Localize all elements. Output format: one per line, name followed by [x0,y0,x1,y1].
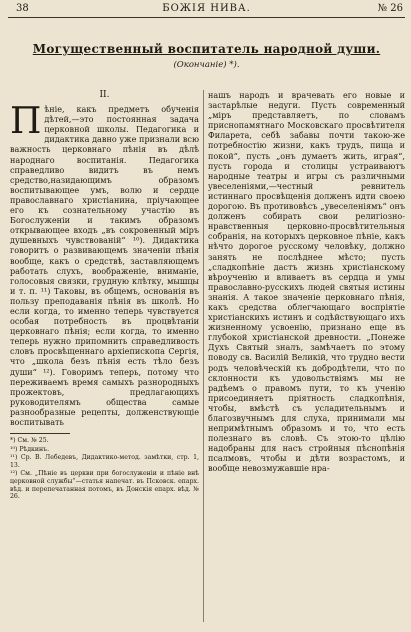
header-rule [8,17,405,18]
right-body-text: нашъ народъ и врачевать его новые и застарѣлые недуги. Пусть современный „міръ представляетъ, по словамъ приснопамятнаго Московскаго просвѣтителя Филарета, себѣ забавы почти такою-же потребностію жизни, какъ трудъ, пища и покой“, пусть „онъ думаетъ жить, играя“, пусть города и столицы устраиваютъ народные театры и игры съ различными увеселеніями,—честный ревнитель истиннаго просвѣщенія долженъ идти своею дорогою. Въ противовѣсъ „увеселеніямъ“ онъ долженъ собирать свои религіозно-нравственныя церковно-просвѣтительныя собранія, на которыхъ церковное пѣніе, какъ нѣчто дорогое русскому человѣку, должно занять не послѣднее мѣсто; пусть „сладкопѣніе дастъ жизнь христіанскому вѣроученію и вливаетъ въ сердца и умы православно-русскихъ людей святыя истины знанія. А такое значеніе церковнаго пѣнія, какъ средства облегчающаго воспріятіе христіанскихъ истинъ и содѣйствующаго ихъ жизненному усвоенію, признано еще въ глубокой христіанской древности. „Понеже Духъ Святый зналъ, замѣчаетъ по этому поводу св. Василій Великій, что трудно вести родъ человѣческій къ добродѣтели, что по склонности къ удовольствіямъ мы не радѣемъ о правомъ пути, то къ ученію присоединяетъ пріятность сладкопѣнія, чтобы, вмѣстѣ съ усладительнымъ и благозвучнымъ для слуха, принимали мы непримѣтнымъ образомъ и то, что есть полезнаго въ словѣ. Съ этою-то цѣлію надобраны для насъ стройныя пѣснопѣнія псалмовъ, чтобы и дѣти возрастомъ, и вообще невозмужавшіе нра- [208,90,405,474]
page-number: 38 [16,3,29,14]
footnote: *) См. № 25. [10,437,49,445]
footnote: ¹¹) Ср. В. Лебедевъ, Дидактико-метод. замѣтки, стр. 1, 13. [10,454,199,469]
journal-name: БОЖІЯ НИВА. [162,3,251,14]
footnote: ¹²) См. „Пѣніе въ церкви при богослуженіи и пѣніе внѣ церковной службы“—статья напечат. въ Псковск. епарх. вѣд. и перепечатанная потомъ, въ Донскія епарх. вѣд. № 26. [10,470,199,501]
issue-number: № 26 [377,3,403,14]
footnote-rule [10,433,70,434]
section-number: II. [99,90,110,100]
article-title: Могущественный воспитатель народной души. [32,42,381,56]
column-separator [203,90,204,622]
right-column [208,90,405,474]
footnotes [10,437,199,501]
left-column [10,90,199,502]
footnote: ¹⁰) Рѣдкинъ. [10,445,50,453]
article-subtitle: (Окончаніе) *). [173,60,240,70]
article-columns [10,90,405,626]
drop-cap: П [10,101,42,143]
left-body-text: ѣніе, какъ предметъ обученія дѣтей,—это постоянная задача церковной школы. Педагогика и дидактика давно уже признали всю важность церковнаго пѣнія въ дѣлѣ народнаго воспитанія. Педагогика справедливо видитъ въ немъ средство,назидающимъ образомъ воспитывающее умъ, волю и сердце православнаго христіанина, пріучающее его къ сознательному участію въ Богослуженіи и такимъ образомъ открывающее входъ „въ сокровенный міръ душевныхъ чувствованій“ ¹⁰). Дидактика говоритъ о развивающемъ значеніи пѣнія вообще, какъ о средствѣ, заставляющемъ работать слухъ, воображеніе, вниманіе, голосовыя связки, грудную клѣтку, мышцы и т. п. ¹¹) Таковы, въ общемъ, основанія въ пользу преподаванія пѣнія въ школѣ. Но если когда, то именно теперь чувствуется особая потребность въ процвѣтаніи церковнаго пѣнія; если когда, то именно теперь нужно припомнить справедливость словъ просвѣщеннаго архіепископа Сергія, что „школа безъ пѣнія есть тѣло безъ души“ ¹²). Говоримъ теперь, потому что переживаемъ время самыхъ разнородныхъ прожектовъ, предлагающихъ руководителямъ общества самые разнообразные рецепты, долженствующіе воспитывать [10,104,199,427]
